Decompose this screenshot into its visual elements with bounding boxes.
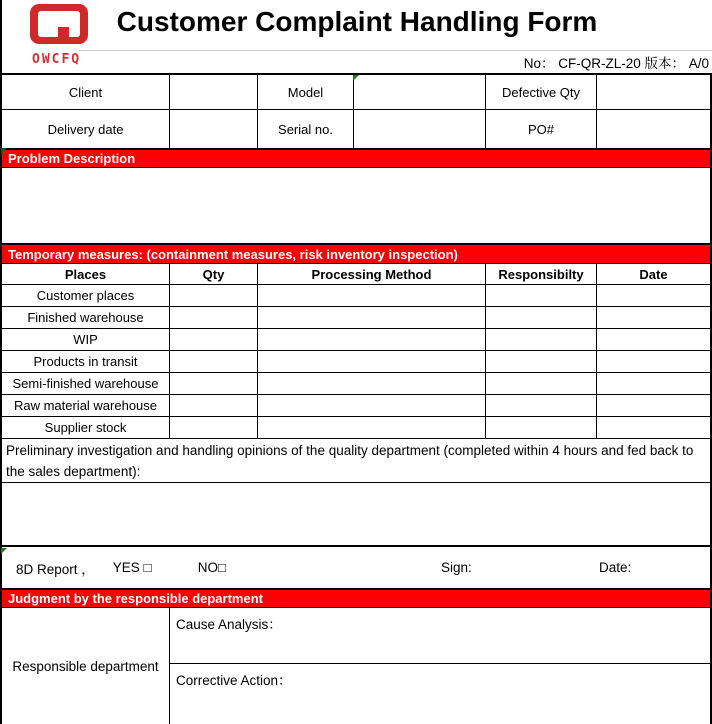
info-row-2 xyxy=(2,110,710,148)
info-row-1 xyxy=(2,75,710,110)
date-cell[interactable] xyxy=(597,395,710,416)
serial-no-label: Serial no. xyxy=(258,110,354,148)
processing-method-cell[interactable] xyxy=(258,373,486,394)
qty-cell[interactable] xyxy=(170,417,258,438)
qty-cell[interactable] xyxy=(170,329,258,350)
header-divider xyxy=(79,50,712,51)
date-label: Date: xyxy=(599,560,632,575)
qty-cell[interactable] xyxy=(170,307,258,328)
preliminary-investigation-input-area[interactable] xyxy=(2,483,710,547)
responsibility-cell[interactable] xyxy=(486,351,597,372)
col-header-places: Places xyxy=(2,264,170,284)
logo-inner-shape xyxy=(38,11,80,37)
cause-analysis-cell[interactable]: Cause Analysis： xyxy=(170,608,710,664)
temporary-measures-band: Temporary measures: (containment measures, risk inventory inspection) xyxy=(2,243,710,264)
form-header xyxy=(0,0,712,73)
processing-method-cell[interactable] xyxy=(258,417,486,438)
judgment-band: Judgment by the responsible department xyxy=(2,588,710,608)
preliminary-investigation-text: Preliminary investigation and handling opinions of the quality department (completed within 4 hours and fed back to the sales department): xyxy=(2,439,710,483)
problem-description-band: Problem Description xyxy=(2,148,710,168)
model-value-cell[interactable] xyxy=(354,75,486,109)
doc-number: No： CF-QR-ZL-20 版本： A/0 xyxy=(523,56,709,71)
qty-cell[interactable] xyxy=(170,373,258,394)
responsibility-cell[interactable] xyxy=(486,395,597,416)
date-cell[interactable] xyxy=(597,351,710,372)
place-label: WIP xyxy=(2,329,170,350)
measures-row-finished-warehouse xyxy=(2,307,710,329)
measures-header-row xyxy=(2,264,710,285)
report-8d-no-checkbox[interactable]: NO□ xyxy=(197,560,227,575)
processing-method-cell[interactable] xyxy=(258,285,486,306)
judgment-right-column xyxy=(170,608,710,724)
responsible-department-label: Responsible department xyxy=(2,608,170,724)
measures-row-raw-material-warehouse xyxy=(2,395,710,417)
form-title: Customer Complaint Handling Form xyxy=(116,6,598,37)
company-logo-word: OWCFQ xyxy=(32,52,82,67)
report-8d-yes-checkbox[interactable]: YES □ xyxy=(112,560,152,575)
date-cell[interactable] xyxy=(597,307,710,328)
model-label: Model xyxy=(258,75,354,109)
qty-cell[interactable] xyxy=(170,285,258,306)
measures-row-semi-finished-warehouse xyxy=(2,373,710,395)
judgment-section xyxy=(2,608,710,724)
corrective-action-cell[interactable]: Corrective Action： xyxy=(176,673,292,688)
responsibility-cell[interactable] xyxy=(486,417,597,438)
measures-row-customer-places xyxy=(2,285,710,307)
processing-method-cell[interactable] xyxy=(258,307,486,328)
qty-cell[interactable] xyxy=(170,395,258,416)
company-logo xyxy=(30,4,88,44)
measures-row-wip xyxy=(2,329,710,351)
date-cell[interactable] xyxy=(597,329,710,350)
col-header-qty: Qty xyxy=(170,264,258,284)
responsibility-cell[interactable] xyxy=(486,373,597,394)
date-cell[interactable] xyxy=(597,373,710,394)
responsibility-cell[interactable] xyxy=(486,285,597,306)
qty-cell[interactable] xyxy=(170,351,258,372)
po-label: PO# xyxy=(486,110,597,148)
client-value-cell[interactable] xyxy=(170,75,258,109)
form-table xyxy=(0,73,712,724)
col-header-processing-method: Processing Method xyxy=(258,264,486,284)
date-cell[interactable] xyxy=(597,417,710,438)
place-label: Supplier stock xyxy=(2,417,170,438)
place-label: Raw material warehouse xyxy=(2,395,170,416)
measures-row-products-in-transit xyxy=(2,351,710,373)
place-label: Semi-finished warehouse xyxy=(2,373,170,394)
po-value-cell[interactable] xyxy=(597,110,710,148)
delivery-date-value-cell[interactable] xyxy=(170,110,258,148)
responsibility-cell[interactable] xyxy=(486,329,597,350)
processing-method-cell[interactable] xyxy=(258,395,486,416)
col-header-date: Date xyxy=(639,266,668,282)
processing-method-cell[interactable] xyxy=(258,329,486,350)
place-label: Customer places xyxy=(2,285,170,306)
defective-qty-value-cell[interactable] xyxy=(597,75,710,109)
delivery-date-label: Delivery date xyxy=(2,110,170,148)
measures-row-supplier-stock xyxy=(2,417,710,439)
processing-method-cell[interactable] xyxy=(258,351,486,372)
responsibility-cell[interactable] xyxy=(486,307,597,328)
problem-description-input-area[interactable] xyxy=(2,168,710,243)
place-label: Finished warehouse xyxy=(2,307,170,328)
report-8d-row xyxy=(2,547,710,588)
client-label: Client xyxy=(2,75,170,109)
defective-qty-label: Defective Qty xyxy=(486,75,597,109)
col-header-responsibility: Responsibilty xyxy=(486,264,597,284)
serial-no-value-cell[interactable] xyxy=(354,110,486,148)
report-8d-label: 8D Report ， xyxy=(16,561,95,577)
sign-label: Sign: xyxy=(441,560,472,575)
date-cell[interactable] xyxy=(597,285,710,306)
place-label: Products in transit xyxy=(2,351,170,372)
logo-tab-shape xyxy=(58,27,69,37)
